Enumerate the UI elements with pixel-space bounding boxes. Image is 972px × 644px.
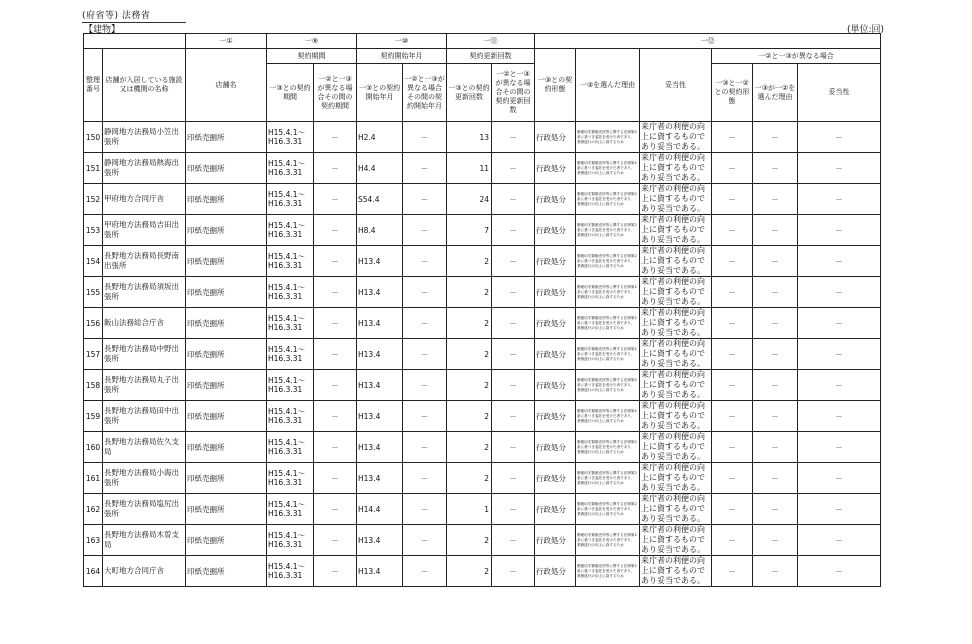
column-header: 店舗が入居している施設又は機関の名称	[103, 49, 186, 122]
start-diff-cell: －	[403, 401, 447, 432]
justification-cell: 来庁者の利便の向上に資するものであり妥当である。	[640, 525, 712, 556]
justification-diff-cell: －	[798, 370, 881, 401]
justification-cell: 来庁者の利便の向上に資するものであり妥当である。	[640, 246, 712, 277]
renewal-count-cell: 2	[447, 432, 492, 463]
column-header: 一③との契約更新回数	[447, 64, 492, 122]
row-number-cell: 152	[84, 184, 103, 215]
justification-diff-cell: －	[798, 308, 881, 339]
renewal-diff-cell: －	[492, 463, 535, 494]
start-diff-cell: －	[403, 122, 447, 153]
selection-reason-cell: 郵便切手類販売所等に関する法律第2条に基づき委託を受けた者であり、業務遂行の向上に資するため	[576, 401, 640, 432]
selection-reason-cell: 郵便切手類販売所等に関する法律第2条に基づき委託を受けた者であり、業務遂行の向上に資するため	[576, 277, 640, 308]
renewal-count-cell: 2	[447, 556, 492, 587]
contract-form-cell: 行政処分	[535, 308, 576, 339]
contract-start-cell: H14.4	[357, 494, 403, 525]
form-diff-cell: －	[712, 153, 753, 184]
renewal-diff-cell: －	[492, 339, 535, 370]
column-header: 整理番号	[84, 49, 103, 122]
contract-start-cell: H13.4	[357, 401, 403, 432]
facility-name-cell: 長野地方法務局塩尻出張所	[103, 494, 186, 525]
table-row	[84, 525, 881, 556]
table-row	[84, 463, 881, 494]
group-label: 一⑪	[447, 34, 535, 49]
period-diff-cell: －	[314, 215, 357, 246]
start-diff-cell: －	[403, 370, 447, 401]
contract-form-cell: 行政処分	[535, 246, 576, 277]
justification-diff-cell: －	[798, 277, 881, 308]
contract-start-cell: H13.4	[357, 246, 403, 277]
selection-reason-cell: 郵便切手類販売所等に関する法律第2条に基づき委託を受けた者であり、業務遂行の向上に資するため	[576, 494, 640, 525]
justification-cell: 来庁者の利便の向上に資するものであり妥当である。	[640, 215, 712, 246]
period-diff-cell: －	[314, 463, 357, 494]
period-diff-cell: －	[314, 370, 357, 401]
group-label: 一⑩	[357, 34, 447, 49]
renewal-count-cell: 2	[447, 370, 492, 401]
contract-start-cell: H13.4	[357, 308, 403, 339]
row-number-cell: 157	[84, 339, 103, 370]
form-diff-cell: －	[712, 122, 753, 153]
justification-diff-cell: －	[798, 184, 881, 215]
contract-period-cell: H15.4.1～H16.3.31	[267, 246, 314, 277]
reason-diff-cell: －	[753, 215, 798, 246]
row-number-cell: 160	[84, 432, 103, 463]
justification-cell: 来庁者の利便の向上に資するものであり妥当である。	[640, 432, 712, 463]
renewal-diff-cell: －	[492, 153, 535, 184]
column-header: 妥当性	[798, 64, 881, 122]
contract-form-cell: 行政処分	[535, 401, 576, 432]
facility-name-cell: 甲府地方合同庁舎	[103, 184, 186, 215]
renewal-count-cell: 1	[447, 494, 492, 525]
subgroup-header: 契約開始年月	[357, 49, 447, 64]
contract-period-cell: H15.4.1～H16.3.31	[267, 277, 314, 308]
shop-name-cell: 印紙売捌所	[186, 215, 267, 246]
contract-start-cell: H13.4	[357, 556, 403, 587]
justification-cell: 来庁者の利便の向上に資するものであり妥当である。	[640, 153, 712, 184]
contract-start-cell: S54.4	[357, 184, 403, 215]
contract-period-cell: H15.4.1～H16.3.31	[267, 525, 314, 556]
form-diff-cell: －	[712, 401, 753, 432]
contract-period-cell: H15.4.1～H16.3.31	[267, 463, 314, 494]
selection-reason-cell: 郵便切手類販売所等に関する法律第2条に基づき委託を受けた者であり、業務遂行の向上に資するため	[576, 525, 640, 556]
table-row	[84, 339, 881, 370]
renewal-count-cell: 13	[447, 122, 492, 153]
column-header: 店舗名	[186, 49, 267, 122]
contract-form-cell: 行政処分	[535, 370, 576, 401]
justification-diff-cell: －	[798, 401, 881, 432]
justification-diff-cell: －	[798, 246, 881, 277]
reason-diff-cell: －	[753, 401, 798, 432]
selection-reason-cell: 郵便切手類販売所等に関する法律第2条に基づき委託を受けた者であり、業務遂行の向上に資するため	[576, 556, 640, 587]
renewal-diff-cell: －	[492, 370, 535, 401]
subgroup-header: 契約更新回数	[447, 49, 535, 64]
table-row	[84, 308, 881, 339]
selection-reason-cell: 郵便切手類販売所等に関する法律第2条に基づき委託を受けた者であり、業務遂行の向上に資するため	[576, 184, 640, 215]
period-diff-cell: －	[314, 153, 357, 184]
renewal-diff-cell: －	[492, 215, 535, 246]
shop-name-cell: 印紙売捌所	[186, 525, 267, 556]
row-number-cell: 154	[84, 246, 103, 277]
contract-period-cell: H15.4.1～H16.3.31	[267, 494, 314, 525]
contract-form-cell: 行政処分	[535, 184, 576, 215]
facility-name-cell: 大町地方合同庁舎	[103, 556, 186, 587]
selection-reason-cell: 郵便切手類販売所等に関する法律第2条に基づき委託を受けた者であり、業務遂行の向上に資するため	[576, 463, 640, 494]
justification-cell: 来庁者の利便の向上に資するものであり妥当である。	[640, 556, 712, 587]
renewal-count-cell: 2	[447, 246, 492, 277]
shop-name-cell: 印紙売捌所	[186, 463, 267, 494]
facility-name-cell: 長野地方法務局木曽支局	[103, 525, 186, 556]
reason-diff-cell: －	[753, 184, 798, 215]
table-row	[84, 432, 881, 463]
justification-cell: 来庁者の利便の向上に資するものであり妥当である。	[640, 463, 712, 494]
period-diff-cell: －	[314, 122, 357, 153]
contract-start-cell: H4.4	[357, 153, 403, 184]
facility-name-cell: 甲府地方法務局吉田出張所	[103, 215, 186, 246]
justification-diff-cell: －	[798, 463, 881, 494]
row-number-cell: 164	[84, 556, 103, 587]
unit-label: (単位:回)	[846, 25, 884, 35]
form-diff-cell: －	[712, 463, 753, 494]
table-row	[84, 215, 881, 246]
form-diff-cell: －	[712, 246, 753, 277]
column-header: 一③との契約形態	[535, 49, 576, 122]
period-diff-cell: －	[314, 432, 357, 463]
shop-name-cell: 印紙売捌所	[186, 246, 267, 277]
form-diff-cell: －	[712, 494, 753, 525]
renewal-diff-cell: －	[492, 308, 535, 339]
renewal-count-cell: 2	[447, 277, 492, 308]
table-body	[84, 122, 881, 587]
category-label: 【建物】	[84, 25, 121, 35]
start-diff-cell: －	[403, 432, 447, 463]
reason-diff-cell: －	[753, 556, 798, 587]
facility-name-cell: 静岡地方法務局小笠出張所	[103, 122, 186, 153]
table-row	[84, 153, 881, 184]
reason-diff-cell: －	[753, 277, 798, 308]
contract-period-cell: H15.4.1～H16.3.31	[267, 122, 314, 153]
justification-diff-cell: －	[798, 339, 881, 370]
justification-cell: 来庁者の利便の向上に資するものであり妥当である。	[640, 339, 712, 370]
contract-form-cell: 行政処分	[535, 525, 576, 556]
column-header: 一③が一②を選んだ理由	[753, 64, 798, 122]
form-diff-cell: －	[712, 184, 753, 215]
contract-period-cell: H15.4.1～H16.3.31	[267, 370, 314, 401]
contract-form-cell: 行政処分	[535, 215, 576, 246]
facility-name-cell: 飯山法務総合庁舎	[103, 308, 186, 339]
row-number-cell: 155	[84, 277, 103, 308]
column-header: 一③と一②との契約形態	[712, 64, 753, 122]
form-diff-cell: －	[712, 215, 753, 246]
shop-name-cell: 印紙売捌所	[186, 556, 267, 587]
justification-cell: 来庁者の利便の向上に資するものであり妥当である。	[640, 122, 712, 153]
start-diff-cell: －	[403, 556, 447, 587]
row-number-cell: 161	[84, 463, 103, 494]
contract-start-cell: H2.4	[357, 122, 403, 153]
row-number-cell: 158	[84, 370, 103, 401]
renewal-diff-cell: －	[492, 401, 535, 432]
renewal-diff-cell: －	[492, 246, 535, 277]
form-diff-cell: －	[712, 370, 753, 401]
reason-diff-cell: －	[753, 525, 798, 556]
start-diff-cell: －	[403, 494, 447, 525]
contract-form-cell: 行政処分	[535, 153, 576, 184]
column-header: 一③との契約開始年月	[357, 64, 403, 122]
contract-form-cell: 行政処分	[535, 494, 576, 525]
shop-name-cell: 印紙売捌所	[186, 370, 267, 401]
contract-form-cell: 行政処分	[535, 463, 576, 494]
facility-name-cell: 長野地方法務局佐久支局	[103, 432, 186, 463]
column-header: 一②と一③が異なる場合その間の契約開始年月	[403, 64, 447, 122]
facility-name-cell: 長野地方法務局中野出張所	[103, 339, 186, 370]
renewal-count-cell: 24	[447, 184, 492, 215]
row-number-cell: 151	[84, 153, 103, 184]
group-label: 一⑨	[267, 34, 357, 49]
column-header: 一②と一③が異なる場合その間の契約更新回数	[492, 64, 535, 122]
start-diff-cell: －	[403, 246, 447, 277]
reason-diff-cell: －	[753, 122, 798, 153]
row-number-cell: 163	[84, 525, 103, 556]
facility-name-cell: 静岡地方法務局熱海出張所	[103, 153, 186, 184]
justification-diff-cell: －	[798, 525, 881, 556]
facility-name-cell: 長野地方法務局小海出張所	[103, 463, 186, 494]
facility-name-cell: 長野地方法務局丸子出張所	[103, 370, 186, 401]
group-label: 一①	[186, 34, 267, 49]
contract-start-cell: H13.4	[357, 277, 403, 308]
renewal-diff-cell: －	[492, 494, 535, 525]
justification-diff-cell: －	[798, 432, 881, 463]
row-number-cell: 150	[84, 122, 103, 153]
period-diff-cell: －	[314, 339, 357, 370]
period-diff-cell: －	[314, 401, 357, 432]
renewal-diff-cell: －	[492, 556, 535, 587]
reason-diff-cell: －	[753, 432, 798, 463]
form-diff-cell: －	[712, 339, 753, 370]
reason-diff-cell: －	[753, 308, 798, 339]
contract-form-cell: 行政処分	[535, 122, 576, 153]
contract-period-cell: H15.4.1～H16.3.31	[267, 215, 314, 246]
renewal-count-cell: 11	[447, 153, 492, 184]
justification-cell: 来庁者の利便の向上に資するものであり妥当である。	[640, 370, 712, 401]
renewal-count-cell: 2	[447, 463, 492, 494]
row-number-cell: 156	[84, 308, 103, 339]
renewal-diff-cell: －	[492, 525, 535, 556]
renewal-count-cell: 2	[447, 308, 492, 339]
justification-diff-cell: －	[798, 215, 881, 246]
selection-reason-cell: 郵便切手類販売所等に関する法律第2条に基づき委託を受けた者であり、業務遂行の向上に資するため	[576, 246, 640, 277]
justification-diff-cell: －	[798, 494, 881, 525]
table-row	[84, 277, 881, 308]
shop-name-cell: 印紙売捌所	[186, 308, 267, 339]
justification-cell: 来庁者の利便の向上に資するものであり妥当である。	[640, 184, 712, 215]
facility-name-cell: 長野地方法務局田中出張所	[103, 401, 186, 432]
contract-form-cell: 行政処分	[535, 339, 576, 370]
contract-form-cell: 行政処分	[535, 432, 576, 463]
contract-period-cell: H15.4.1～H16.3.31	[267, 556, 314, 587]
start-diff-cell: －	[403, 525, 447, 556]
period-diff-cell: －	[314, 184, 357, 215]
start-diff-cell: －	[403, 184, 447, 215]
contract-period-cell: H15.4.1～H16.3.31	[267, 184, 314, 215]
table-row	[84, 184, 881, 215]
column-header: 一②と一③が異なる場合その間の契約期間	[314, 64, 357, 122]
subgroup-header: 一②と一③が異なる場合	[712, 49, 881, 64]
period-diff-cell: －	[314, 246, 357, 277]
table-row	[84, 401, 881, 432]
selection-reason-cell: 郵便切手類販売所等に関する法律第2条に基づき委託を受けた者であり、業務遂行の向上に資するため	[576, 215, 640, 246]
contract-period-cell: H15.4.1～H16.3.31	[267, 339, 314, 370]
form-diff-cell: －	[712, 308, 753, 339]
reason-diff-cell: －	[753, 339, 798, 370]
contract-start-cell: H13.4	[357, 525, 403, 556]
form-diff-cell: －	[712, 556, 753, 587]
contract-start-cell: H8.4	[357, 215, 403, 246]
shop-name-cell: 印紙売捌所	[186, 122, 267, 153]
row-number-cell: 162	[84, 494, 103, 525]
subgroup-header: 契約期間	[267, 49, 357, 64]
justification-cell: 来庁者の利便の向上に資するものであり妥当である。	[640, 401, 712, 432]
selection-reason-cell: 郵便切手類販売所等に関する法律第2条に基づき委託を受けた者であり、業務遂行の向上に資するため	[576, 370, 640, 401]
form-diff-cell: －	[712, 525, 753, 556]
column-header: 一③との契約期間	[267, 64, 314, 122]
selection-reason-cell: 郵便切手類販売所等に関する法律第2条に基づき委託を受けた者であり、業務遂行の向上に資するため	[576, 153, 640, 184]
contract-period-cell: H15.4.1～H16.3.31	[267, 308, 314, 339]
renewal-diff-cell: －	[492, 122, 535, 153]
reason-diff-cell: －	[753, 463, 798, 494]
start-diff-cell: －	[403, 339, 447, 370]
column-header: 一③を選んだ理由	[576, 49, 640, 122]
selection-reason-cell: 郵便切手類販売所等に関する法律第2条に基づき委託を受けた者であり、業務遂行の向上に資するため	[576, 122, 640, 153]
contract-form-cell: 行政処分	[535, 556, 576, 587]
period-diff-cell: －	[314, 308, 357, 339]
contract-period-cell: H15.4.1～H16.3.31	[267, 432, 314, 463]
reason-diff-cell: －	[753, 153, 798, 184]
contract-form-cell: 行政処分	[535, 277, 576, 308]
renewal-count-cell: 2	[447, 525, 492, 556]
table-row	[84, 122, 881, 153]
reason-diff-cell: －	[753, 494, 798, 525]
period-diff-cell: －	[314, 494, 357, 525]
period-diff-cell: －	[314, 556, 357, 587]
row-number-cell: 153	[84, 215, 103, 246]
contract-start-cell: H13.4	[357, 463, 403, 494]
table-row	[84, 494, 881, 525]
facility-name-cell: 長野地方法務局長野南出張所	[103, 246, 186, 277]
renewal-count-cell: 2	[447, 401, 492, 432]
shop-name-cell: 印紙売捌所	[186, 401, 267, 432]
shop-name-cell: 印紙売捌所	[186, 184, 267, 215]
renewal-diff-cell: －	[492, 184, 535, 215]
group-label: 一⑫	[535, 34, 881, 49]
start-diff-cell: －	[403, 215, 447, 246]
table-row	[84, 556, 881, 587]
renewal-count-cell: 7	[447, 215, 492, 246]
justification-diff-cell: －	[798, 556, 881, 587]
start-diff-cell: －	[403, 153, 447, 184]
contract-start-cell: H13.4	[357, 432, 403, 463]
facility-name-cell: 長野地方法務局須坂出張所	[103, 277, 186, 308]
form-diff-cell: －	[712, 432, 753, 463]
shop-name-cell: 印紙売捌所	[186, 494, 267, 525]
renewal-count-cell: 2	[447, 339, 492, 370]
column-header: 妥当性	[640, 49, 712, 122]
shop-name-cell: 印紙売捌所	[186, 153, 267, 184]
period-diff-cell: －	[314, 277, 357, 308]
start-diff-cell: －	[403, 277, 447, 308]
renewal-diff-cell: －	[492, 432, 535, 463]
justification-diff-cell: －	[798, 122, 881, 153]
justification-cell: 来庁者の利便の向上に資するものであり妥当である。	[640, 308, 712, 339]
form-diff-cell: －	[712, 277, 753, 308]
row-number-cell: 159	[84, 401, 103, 432]
contract-period-cell: H15.4.1～H16.3.31	[267, 153, 314, 184]
renewal-diff-cell: －	[492, 277, 535, 308]
start-diff-cell: －	[403, 463, 447, 494]
shop-name-cell: 印紙売捌所	[186, 432, 267, 463]
justification-cell: 来庁者の利便の向上に資するものであり妥当である。	[640, 494, 712, 525]
justification-diff-cell: －	[798, 153, 881, 184]
table-row	[84, 246, 881, 277]
shop-name-cell: 印紙売捌所	[186, 277, 267, 308]
table-row	[84, 370, 881, 401]
contract-start-cell: H13.4	[357, 339, 403, 370]
header-blank	[84, 34, 186, 49]
ministry-label: (府省等) 法務省	[82, 8, 186, 23]
reason-diff-cell: －	[753, 370, 798, 401]
selection-reason-cell: 郵便切手類販売所等に関する法律第2条に基づき委託を受けた者であり、業務遂行の向上に資するため	[576, 308, 640, 339]
contract-table	[83, 33, 881, 587]
period-diff-cell: －	[314, 525, 357, 556]
shop-name-cell: 印紙売捌所	[186, 339, 267, 370]
start-diff-cell: －	[403, 308, 447, 339]
selection-reason-cell: 郵便切手類販売所等に関する法律第2条に基づき委託を受けた者であり、業務遂行の向上に資するため	[576, 339, 640, 370]
contract-start-cell: H13.4	[357, 370, 403, 401]
reason-diff-cell: －	[753, 246, 798, 277]
contract-period-cell: H15.4.1～H16.3.31	[267, 401, 314, 432]
justification-cell: 来庁者の利便の向上に資するものであり妥当である。	[640, 277, 712, 308]
selection-reason-cell: 郵便切手類販売所等に関する法律第2条に基づき委託を受けた者であり、業務遂行の向上に資するため	[576, 432, 640, 463]
